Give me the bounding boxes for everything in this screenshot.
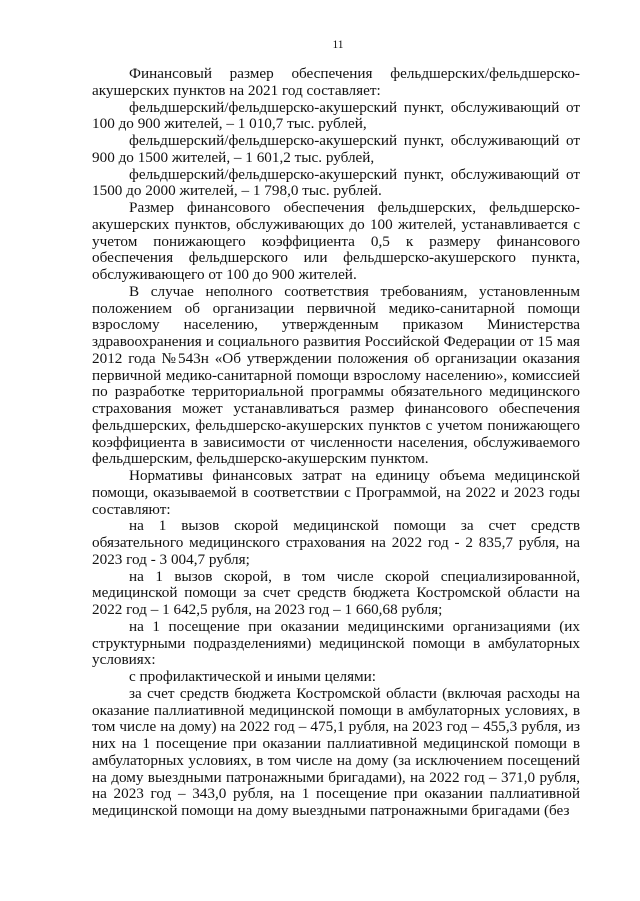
paragraph-fap-1500-2000: фельдшерский/фельдшерско-акушерский пункт, обслуживающий от 1500 до 2000 жителей, – 1 798,0 тыс. рублей. xyxy=(92,165,580,200)
paragraph-palliative-budget: за счет средств бюджета Костромской области (включая расходы на оказание паллиативной медицинской помощи в амбулаторных условиях, в том числе на дому) на 2022 год – 475,1 рубля, на 2023 год – 455,3 рубля, из них на 1 посещение при оказании паллиативной медицинской помощи в амбулаторных условиях, в том числе на дому (за исключением посещений на дому выездными патронажными бригадами), на 2022 год – 371,0 рубля, на 2023 год – 343,0 рубля, на 1 посещение при оказании паллиативной медицинской помощи на дому выездными патронажными бригадами (без xyxy=(92,684,580,819)
paragraph-ambulance-budget: на 1 вызов скорой, в том числе скорой специализированной, медицинской помощи за счет средств бюджета Костромской области на 2022 год – 1 642,5 рубля, на 2023 год – 1 660,68 рубля; xyxy=(92,567,580,618)
paragraph-ambulance-oms: на 1 вызов скорой медицинской помощи за счет средств обязательного медицинского страхования на 2022 год - 2 835,7 рубля, на 2023 год - 3 004,7 рубля; xyxy=(92,517,580,568)
paragraph-fap-900-1500: фельдшерский/фельдшерско-акушерский пункт, обслуживающий от 900 до 1500 жителей, – 1 601,2 тыс. рублей, xyxy=(92,132,580,166)
paragraph-fap-under-100: Размер финансового обеспечения фельдшерских, фельдшерско-акушерских пунктов, обслуживающих до 100 жителей, устанавливается с учетом понижающего коэффициента 0,5 к размеру финансового обеспечения фельдшерского или фельдшерско-акушерского пункта, обслуживающего от 100 до 900 жителей. xyxy=(92,199,580,283)
paragraph-preventive-purposes: с профилактической и иными целями: xyxy=(129,668,377,685)
paragraph-fap-financing-intro: Финансовый размер обеспечения фельдшерских/фельдшерско-акушерских пунктов на 2021 год составляет: xyxy=(92,65,580,99)
page-number: 11 xyxy=(332,39,344,51)
document-body xyxy=(92,66,580,820)
paragraph-partial-compliance: В случае неполного соответствия требованиям, установленным положением об организации первичной медико-санитарной помощи взрослому населению, утвержденным приказом Министерства здравоохранения и социального развития Российской Федерации от 15 мая 2012 года №543н «Об утверждении положения об организации оказания первичной медико-санитарной помощи взрослому населению», комиссией по разработке территориальной программы обязательного медицинского страхования может устанавливаться размер финансового обеспечения фельдшерских, фельдшерско-акушерских пунктов с учетом понижающего коэффициента в зависимости от численности населения, обслуживаемого фельдшерским, фельдшерско-акушерским пунктом. xyxy=(92,282,580,468)
paragraph-cost-norms-intro: Нормативы финансовых затрат на единицу объема медицинской помощи, оказываемой в соответствии с Программой, на 2022 и 2023 годы составляют: xyxy=(92,467,580,518)
paragraph-fap-100-900: фельдшерский/фельдшерско-акушерский пункт, обслуживающий от 100 до 900 жителей, – 1 010,7 тыс. рублей, xyxy=(92,98,580,133)
paragraph-outpatient-visit: на 1 посещение при оказании медицинскими организациями (их структурными подразделениями) медицинской помощи в амбулаторных условиях: xyxy=(92,617,580,669)
